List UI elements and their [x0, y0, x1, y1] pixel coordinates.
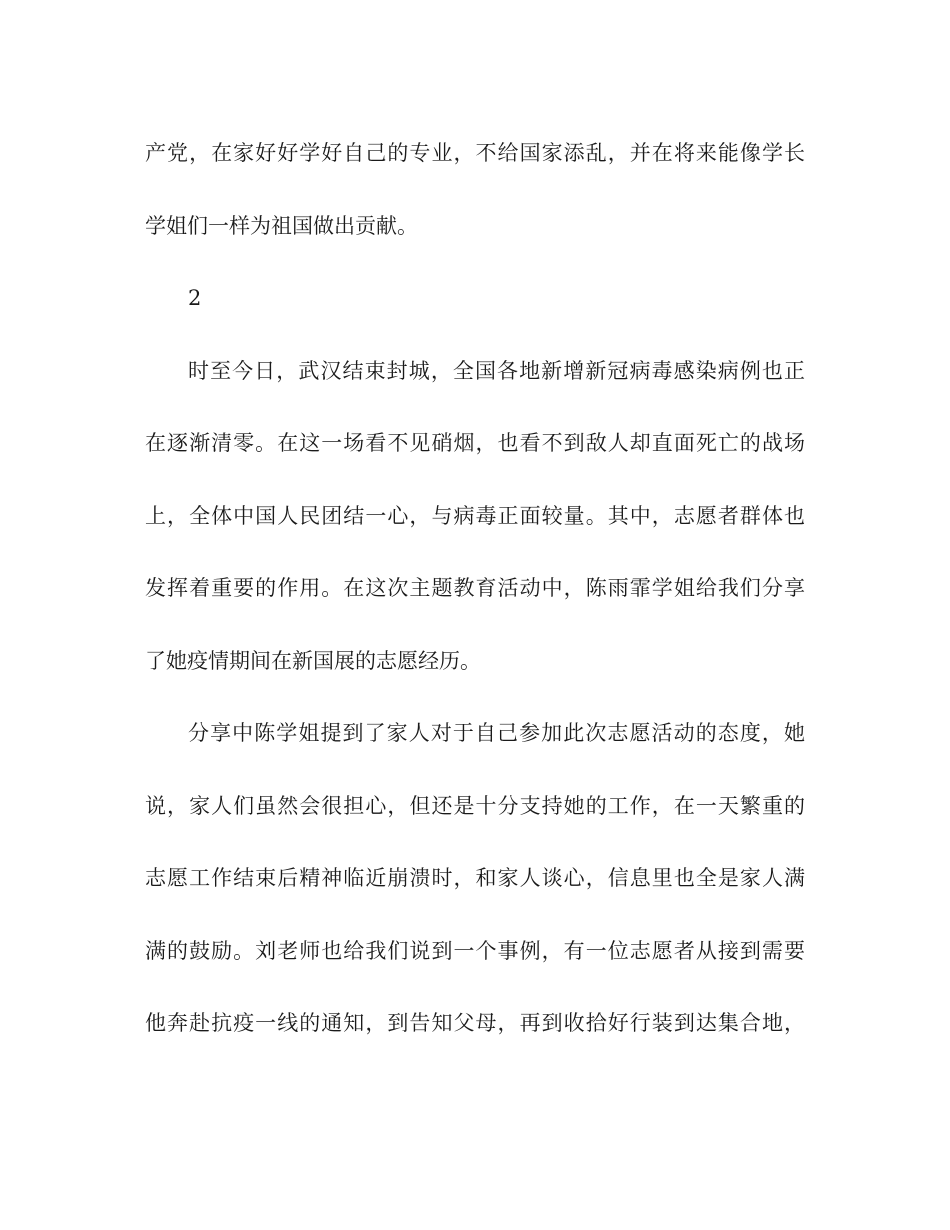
text-line: 学姐们一样为祖国做出贡献。 — [145, 213, 418, 238]
text-line: 了她疫情期间在新国展的志愿经历。 — [145, 648, 481, 673]
text-line: 志愿工作结束后精神临近崩溃时，和家人谈心，信息里也全是家人满 — [145, 866, 805, 890]
document-body — [145, 117, 805, 1060]
text-line: 上，全体中国人民团结一心，与病毒正面较量。其中，志愿者群体也 — [145, 503, 805, 528]
text-line: 时至今日，武汉结束封城，全国各地新增新冠病毒感染病例也正 — [188, 358, 805, 383]
paragraph-2 — [145, 335, 805, 698]
text-line: 发挥着重要的作用。在这次主题教育活动中，陈雨霏学姐给我们分享 — [145, 576, 805, 600]
section-number: 2 — [188, 286, 202, 310]
text-line: 他奔赴抗疫一线的通知，到告知父母，再到收拾好行装到达集合地， — [145, 1011, 805, 1035]
paragraph-3 — [145, 697, 805, 1060]
text-line: 在逐渐清零。在这一场看不见硝烟，也看不到敌人却直面死亡的战场 — [145, 431, 805, 455]
text-line: 满的鼓励。刘老师也给我们说到一个事例，有一位志愿者从接到需要 — [145, 938, 805, 963]
text-line: 分享中陈学姐提到了家人对于自己参加此次志愿活动的态度，她 — [188, 721, 805, 745]
text-line: 产党，在家好好学好自己的专业，不给国家添乱，并在将来能像学长 — [145, 141, 805, 165]
text-line: 说，家人们虽然会很担心，但还是十分支持她的工作，在一天繁重的 — [145, 793, 805, 818]
paragraph-1 — [145, 117, 805, 262]
